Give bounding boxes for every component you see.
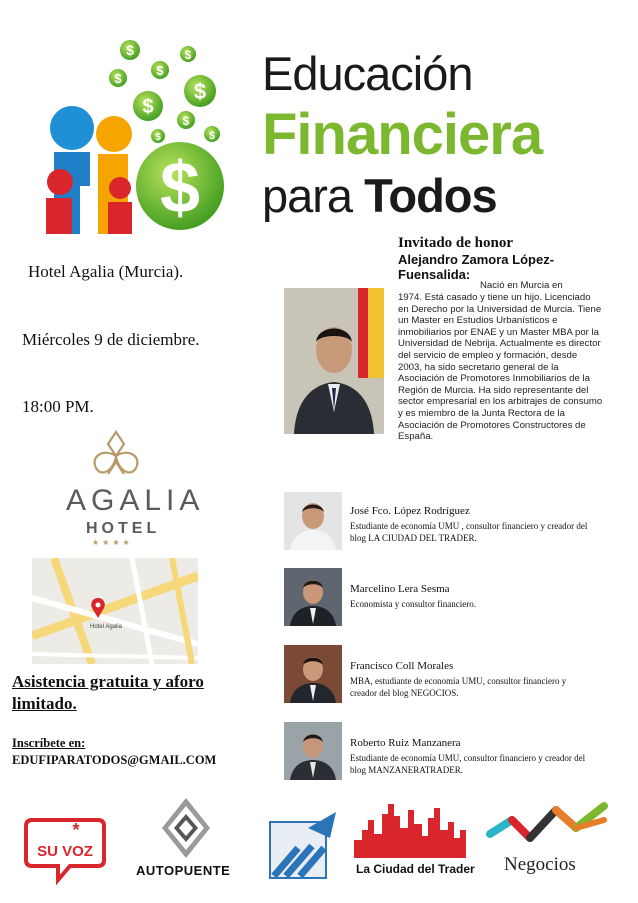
- title-line-3-bold: Todos: [364, 169, 497, 222]
- title-line-1: Educación: [262, 47, 473, 100]
- svg-text:$: $: [193, 79, 207, 104]
- chart-arrow-logo-icon: [268, 808, 340, 880]
- speaker-photo: [284, 645, 342, 703]
- speaker-name: Francisco Coll Morales: [350, 660, 454, 672]
- svg-text:$: $: [142, 96, 154, 118]
- negocios-logo-icon: [486, 798, 612, 848]
- speaker-role: Estudiante de economía UMU, consultor financiero y creador del blog MANZANERATRADER.: [350, 753, 586, 775]
- speaker-name: Marcelino Lera Sesma: [350, 583, 450, 595]
- map-label: Hotel Agalia: [90, 624, 123, 630]
- honor-bio: 1974. Está casado y tiene un hijo. Licenciado en Derecho por la Universidad de Murcia. Tiene un Master en Estudios Urbanísticos e inmobiliarios por ENAE y un Master MBA por la Universidad de Nebrija. Actualmente es director del servicio de empleo y formación, desde 2003, ha sido secretario general de la Asociación de Promotores Inmobiliarios de la Región de Murcia. Ha sido representante del sector empresarial en los arbitrajes de consumo y es miembro de la Junta Rectora de la Asociación de Promotores Constructores de España.: [398, 292, 603, 443]
- attendance-note: Asistencia gratuita y aforo limitado.: [12, 672, 204, 713]
- autopuente-text: AUTOPUENTE: [136, 863, 231, 878]
- speaker-role: MBA, estudiante de economía UMU, consultor financiero y creador del blog NEGOCIOS.: [350, 676, 567, 698]
- location-map[interactable]: [32, 558, 198, 664]
- title-line-3: [262, 169, 497, 222]
- svg-text:$: $: [156, 63, 164, 78]
- title-line-3-pre: para: [262, 169, 365, 222]
- svg-text:$: $: [184, 48, 192, 62]
- svg-text:$: $: [155, 132, 161, 143]
- hotel-ornament-icon: [86, 428, 146, 480]
- honor-name: [398, 252, 608, 282]
- honor-title: Invitado de honor: [398, 235, 514, 251]
- svg-text:*: *: [72, 820, 80, 840]
- svg-text:$: $: [159, 148, 201, 228]
- speaker-3: [284, 645, 342, 708]
- su-voz-text: SU VOZ: [37, 843, 93, 860]
- honor-name-line2: Fuensalida:: [398, 267, 471, 282]
- people-icon: [46, 106, 132, 234]
- hotel-stars-icon: ★★★★: [92, 538, 133, 547]
- speaker-photo: [284, 568, 342, 626]
- hotel-logo-sub: HOTEL: [86, 520, 161, 537]
- title-line-2: Financiera: [262, 102, 543, 167]
- speaker-2: [284, 568, 342, 631]
- event-venue: Hotel Agalia (Murcia).: [28, 262, 184, 281]
- su-voz-logo: [24, 814, 106, 886]
- ciudad-trader-text: La Ciudad del Trader: [356, 862, 475, 876]
- hotel-logo-name: AGALIA: [66, 484, 205, 517]
- svg-text:$: $: [126, 42, 134, 58]
- city-skyline-icon: [354, 800, 466, 860]
- svg-text:$: $: [114, 71, 122, 86]
- speaker-role: Economista y consultor financiero.: [350, 599, 476, 609]
- large-dollar-coin-icon: [136, 142, 224, 230]
- honor-guest-photo: [284, 288, 384, 434]
- education-finance-logo: [40, 36, 230, 236]
- speaker-4: [284, 722, 342, 785]
- speaker-1: [284, 492, 342, 555]
- speaker-role: Estudiante de economía UMU , consultor financiero y creador del blog LA CIUDAD DEL TRADER.: [350, 521, 588, 543]
- event-time: 18:00 PM.: [22, 397, 94, 416]
- svg-text:$: $: [208, 130, 216, 142]
- signup-label: Inscríbete en:: [12, 736, 86, 750]
- signup-email[interactable]: EDUFIPARATODOS@GMAIL.COM: [12, 753, 217, 767]
- speaker-photo: [284, 492, 342, 550]
- speaker-name: Roberto Ruiz Manzanera: [350, 737, 461, 749]
- negocios-text: Negocios: [504, 854, 576, 875]
- honor-bio-first: Nació en Murcia en: [480, 280, 563, 291]
- speaker-photo: [284, 722, 342, 780]
- honor-name-line1: Alejandro Zamora López-: [398, 252, 555, 267]
- renault-logo-icon: [160, 796, 212, 860]
- svg-text:$: $: [182, 114, 190, 128]
- event-date: Miércoles 9 de diciembre.: [22, 330, 200, 349]
- speaker-name: José Fco. López Rodríguez: [350, 505, 470, 517]
